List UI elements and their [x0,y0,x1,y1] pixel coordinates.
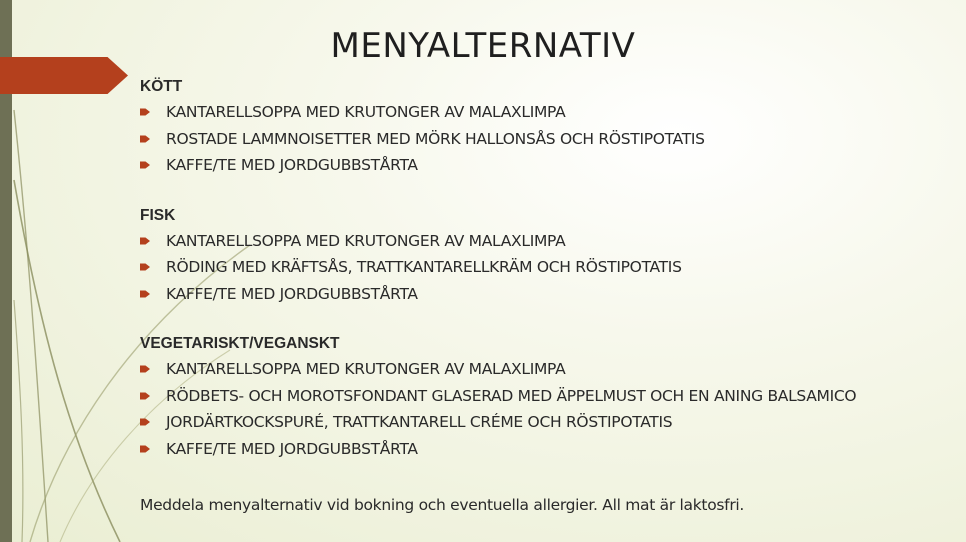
arrow-bullet-icon [140,107,150,117]
list-item [140,436,955,463]
arrow-bullet-icon [140,364,150,374]
section-heading: FISK [140,206,176,224]
list-item-text: KANTARELLSOPPA MED KRUTONGER AV MALAXLIMPA [166,231,566,250]
arrow-bullet-icon [140,417,150,427]
arrow-bullet-icon [140,289,150,299]
arrow-bullet-icon [140,236,150,246]
list-item-text: RÖDING MED KRÄFTSÅS, TRATTKANTARELLKRÄM OCH RÖSTIPOTATIS [166,258,682,277]
list-item [140,126,955,153]
curve-line-4 [14,300,23,542]
list-item [140,228,955,255]
arrow-bullet-icon [140,391,150,401]
list-item [140,254,955,281]
list-item [140,99,955,126]
curve-line-2 [14,110,48,542]
footer-note: Meddela menyalternativ vid bokning och eventuella allergier. All mat är laktosfri. [140,496,745,514]
arrow-bullet-icon [140,160,150,170]
list-item-text: ROSTADE LAMMNOISETTER MED MÖRK HALLONSÅS OCH RÖSTIPOTATIS [166,129,705,148]
menu-list [140,356,955,462]
section-fisk [140,204,955,308]
list-item-text: RÖDBETS- OCH MOROTSFONDANT GLASERAD MED ÄPPELMUST OCH EN ANING BALSAMICO [166,386,857,405]
list-item [140,383,955,410]
list-item-text: KAFFE/TE MED JORDGUBBSTÅRTA [166,284,418,303]
arrow-bullet-icon [140,444,150,454]
menu-content [140,75,955,487]
page-title: MENYALTERNATIV [330,26,636,66]
list-item [140,281,955,308]
list-item-text: JORDÄRTKOCKSPURÉ, TRATTKANTARELL CRÉME OCH RÖSTIPOTATIS [166,413,673,432]
list-item-text: KAFFE/TE MED JORDGUBBSTÅRTA [166,439,418,458]
section-vegetariskt [140,332,955,462]
list-item [140,409,955,436]
arrow-bullet-icon [140,134,150,144]
section-kott [140,75,955,179]
section-heading: VEGETARISKT/VEGANSKT [140,335,340,352]
list-item [140,356,955,383]
menu-list [140,228,955,308]
list-item [140,152,955,179]
list-item-text: KAFFE/TE MED JORDGUBBSTÅRTA [166,156,418,175]
section-heading: KÖTT [140,78,183,95]
curve-line-1 [14,180,120,542]
list-item-text: KANTARELLSOPPA MED KRUTONGER AV MALAXLIMPA [166,103,566,122]
arrow-bullet-icon [140,262,150,272]
menu-list [140,99,955,179]
list-item-text: KANTARELLSOPPA MED KRUTONGER AV MALAXLIMPA [166,360,566,379]
